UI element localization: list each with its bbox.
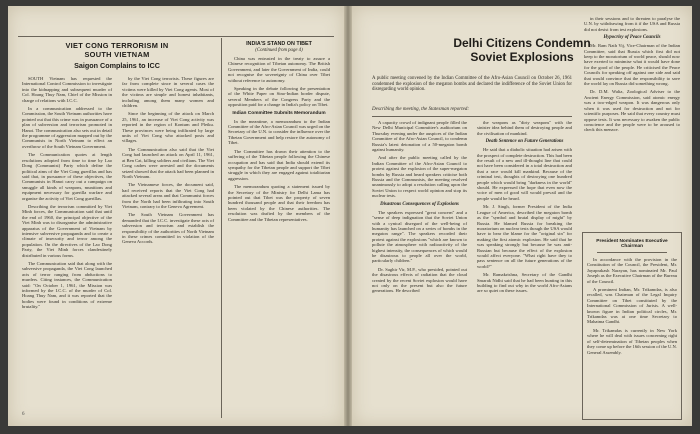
column-divider — [221, 38, 222, 418]
vietnam-paragraph: The Communication also said that the Viet Cong had launched an attack on April 11, 1961, at Ben Cat, killing soldiers and civilians. The Viet Cong cadres were arrested and the documents seized showed that the attack had been planned in North Vietnam. — [122, 146, 214, 179]
delhi-paragraph: Mr. Ramakrishna, Secretary of the Gandhi Smarak Nidhi said that he had been hunting in this building to find out why in the world Afro-Asians are so quiet on these issues. — [477, 272, 572, 294]
delhi-paragraph: Dr. D.M. Walia, Zoological Adviser to the Ancient Energy Commission, said atomic energy was a two-edged weapon. It was dangerous only when it was used for destruction and not for scientific purposes. He said that every country must oppose tests. It was necessary to awaken the public conscience and the people were to be aroused to check this menace. — [584, 89, 680, 133]
left-page — [8, 6, 344, 426]
delhi-body-e — [584, 16, 680, 32]
india-paragraph: The memorandum quoting a statement issued by the Secretary of the Ministry for Delhi Lama has pointed out that Tibet was the property of seven hundred thousand people and that their freedom has been violated by the Chinese authorities. The resolution was drafted by the members of the Committee and the Tibetan representatives. — [228, 184, 330, 222]
article-title-line1: VIET CONG TERRORISM IN — [65, 41, 169, 50]
india-continued-note: (Continued from page 4) — [255, 48, 303, 53]
delhi-paragraph: in their sessions and to threaten to paralyse the U.N. by withdrawing from it if the USA and Russia did not desist from test explosions. — [584, 16, 680, 32]
box-title: President Nominates Executive Chairman — [596, 239, 668, 249]
delhi-paragraph: A capacity crowd of indignant people filled the New Delhi Municipal Committee's auditorium on Thursday evening under the auspices of the Indian Committee of the Afro-Asian Council, to condemn Russia's latest detonation of a 50-megaton bomb against humanity. — [372, 120, 467, 153]
india-subhead: Indian Committee Submits Memorandum — [232, 110, 326, 116]
right-column-3 — [584, 16, 680, 136]
vietnam-paragraph: by the Viet Cong terrorists. These figures are far from complete since in several cases the victims were killed by Viet Cong agents. Most of the victims are simple and honest inhabitants, including among them many women and children. — [122, 76, 214, 109]
president-box — [582, 232, 682, 420]
binding-gutter — [344, 6, 352, 426]
delhi-body-c — [477, 120, 572, 136]
delhi-body-d — [477, 147, 572, 294]
article-intro-sub: Describing the meeting, the Statesman reported: — [372, 107, 470, 112]
delhi-paragraph: Mr. Ram Nath Vij, Vice-Chairman of the Indian Committee, said that Russia which first did not keep to the moratorium of world peace, should now have exerted to minimise what it would have done for the good of the people. He criticised the Peace Councils for speaking off against one side and said that would convince that the responsibility to save the world lay on Russia did something wrong. — [584, 43, 680, 87]
india-paragraph: In the meantime, a memorandum to the Indian Committee of the Afro-Asian Council was urged on the Secretary of the U.N. to consider the influence over the Tibetan Government and help restore the autonomy of Tibet. — [228, 118, 330, 146]
india-paragraph: Speaking in the debate following the presentation of the White Paper on Sino-Indian border dispute, several Members of the Congress Party and the opposition paid for a change in India's policy on Tibet. — [228, 86, 330, 108]
vietnam-paragraph: In a communication addressed to the Commission, the South Vietnam authorities have pointed out that this crime was in pursuance of a plan of subversion and terrorism promoted in Hanoi. The communication also sets out in detail the programme of aggression mapped out by the Communists in North Vietnam to effect an overthrow of the South Vietnam Government. — [22, 106, 112, 149]
delhi-body-b — [372, 210, 467, 294]
left-column-2 — [122, 76, 214, 248]
death-sentence-subhead: Death Sentence on Future Generations — [485, 139, 564, 145]
vietnam-paragraph: Since the beginning of the attack on March 25, 1961, an increase of Viet Cong activity was reported in the region of Kontum and Pleiku. These provinces were being infiltrated by large units of Viet Cong who attacked posts and villages. — [122, 111, 214, 144]
india-paragraph: China was entrusted in the treaty to assure a Chinese recognition of Tibetan autonomy. The British Government, and later the Government of India, could not recognise the sovereignty of China over Tibet without reference to autonomy. — [228, 56, 330, 83]
president-paragraph: A prominent Indian, Mr. Trikamdas, is also recalled, was Chairman of the Legal Inquiry Committee on Tibet constituted by the International Commission of Jurists. A well-known figure in Indian political circles, Mr. Trikamdas was at one time Secretary to Mahatma Gandhi. — [587, 287, 677, 325]
right-column-2 — [477, 120, 572, 297]
delhi-paragraph: He said that a diabolic situation had arisen with the prospect of complete destruction. This had been the result of a new and ill-thought line that could not have been considered in a total destruction and that a race would kill mankind. Because of the criminal test, thoughts of destroying one hundred people which would bring "darkness in the world" should. He expressed the hope that even now the voice of men of good will would prevail and the people would be heard. — [477, 147, 572, 201]
india-article-title: INDIA'S STAND ON TIBET — [246, 41, 312, 47]
delhi-paragraph: And after the public meeting called by the Indian Committee of the Afro-Asian Council to protest against the explosion of the super-megaton bombs by Russia and heard speakers criticise both Russia and the Communists, the meeting resolved unanimously to adopt a resolution calling upon the Soviet Union to respect world opinion and stop its nuclear tests. — [372, 155, 467, 199]
box-title-rule — [597, 252, 667, 253]
title-line1: Delhi Citizens Condemn — [453, 36, 591, 50]
vietnam-paragraph: The Vietnamese forces, the document said, had received reports that the Viet Cong had attacked several areas and that Communist forces from the North had been infiltrating into South Vietnam, contrary to the Geneva Agreement. — [122, 182, 214, 209]
hypocrisy-subhead: Hypocrisy of Peace Councils — [603, 35, 661, 41]
delhi-body-a — [372, 120, 467, 199]
delhi-body-f — [584, 43, 680, 133]
intro-rule — [372, 116, 572, 117]
delhi-paragraph: Dr. Saghir Vir, M.P., who presided, pointed out the disastrous effects of radiation that the cloud created by the recent Soviet explosion would have not only on the present but also the future generations. He described — [372, 266, 467, 294]
article-subtitle: Saigon Complains to ICC — [74, 61, 160, 70]
india-body-a — [228, 56, 330, 108]
left-column-3 — [228, 41, 330, 225]
article-title-line2: SOUTH VIETNAM — [84, 50, 150, 59]
president-paragraph: Mr. Trikamdas is currently in New York where he will deal with issues concerning right of self-determination of Tibetan peoples when they come up before the 16th session of the U.N. General Assembly. — [587, 327, 677, 355]
vietnam-paragraph: The South Vietnam Government has demanded that the I.C.C. investigate these acts of subversion and terrorism and establish the responsibility of the authorities of North Vietnam in these crimes committed in violation of the Geneva Accords. — [122, 212, 214, 245]
delhi-paragraph: the weapons as "dirty weapons" with the sinister idea behind them of destroying people and the civilisation of mankind. — [477, 120, 572, 136]
top-rule — [18, 36, 334, 37]
vietnam-paragraph: Describing the terrorism committed by Viet Minh forces, the Communication said that until the end of 1960, the principal objective of the Viet Minh was to disorganise the administrative apparatus of the Government of Vietnam by intensive subversive propaganda and to create a climate of insecurity and terror among the population. On the directives of the Lao Dong Party, the Viet Minh forces clandestinely distributed in various forms. — [22, 203, 112, 258]
president-paragraph: In accordance with the provision in the Constitution of the Council, the President, Mr. Jayaprakash Narayan, has nominated Mr. Paul Joseph as the Executive Chairman of the Bureau of the Council. — [587, 257, 677, 284]
left-column-1 — [22, 76, 112, 313]
article-intro: A public meeting convened by the Indian Committee of the Afro-Asian Council on October 26, 1961 condemned the explosion of the megaton bombs and declared the indifference of the Soviet Union for disregarding world opinion. — [372, 76, 572, 93]
title-line2: Soviet Explosions — [470, 50, 574, 64]
india-body-b — [228, 119, 330, 222]
right-page — [352, 6, 692, 426]
vietnam-paragraph: The Communication quotes at length resolutions adopted from time to time by Lao Dong (Communist) Party which define the political aims of the Viet Cong guerillas and has said that, in pursuance of these objectives, the Communists in Hanoi carry out a campaign on smuggle all kinds of weapons, munitions and equipment necessary for guerilla warfare and organise the activity of Viet Cong guerillas. — [22, 152, 112, 201]
vietnam-article-header — [22, 41, 212, 74]
box-body — [587, 257, 677, 355]
vietnam-paragraph: The Communication said that along with the subversive propaganda, the Viet Cong launched acts of terror ranging from abductions to murders. Citing instances, the Communication said: "On October 1, 1961, the Mission was informed by the I.C.C. of the murder of Col. Hoang Thuy Nam, and it was reported that the bodies were found in conditions of extreme brutality." — [22, 261, 112, 310]
vietnam-paragraph: SOUTH Vietnam has requested the International Control Commission to investigate into the kidnapping and subsequent murder of Col. Hoang Thuy Nam, Chief of the Mission in charge of relations with I.C.C. — [22, 76, 112, 103]
delhi-paragraph: Mr. J. Singh, former President of the India League of America, described the megaton bomb as the "symbol and brutal display of might" by Russia. He blamed Russia for breaking the moratorium on nuclear tests though the USA would have to bear the blame for the "original sin" for making the first atomic explosion. He said that he was speaking strongly but because he was anti-Russian but because the effect of the explosion would affect everyone. "What right have they to pass sentence on all the future generations of the world?" — [477, 204, 572, 269]
delhi-paragraph: The speakers expressed "great concern" and a "sense of deep indignation that the Soviet Union with a cynical disregard of the well-being of humanity has launched on a series of bombs in the megaton range". The speakers recorded their protest against the explosions "which are known to pollute the atmosphere with radioactivity of the highest intensity, the consequences of which would be disastrous to people all over the world, particularly children." — [372, 209, 467, 264]
consequences-subhead: Disastrous Consequences of Explosions — [380, 201, 459, 207]
page-number: 6 — [22, 412, 25, 417]
right-column-1 — [372, 120, 467, 297]
india-paragraph: The Committee has drawn their attention to the suffering of the Tibetan people following the Chinese occupation and has said that India should extend its sympathy for the Tibetan people and support the Tibet struggle in which they are engaged against totalitarian aggression. — [228, 148, 330, 181]
